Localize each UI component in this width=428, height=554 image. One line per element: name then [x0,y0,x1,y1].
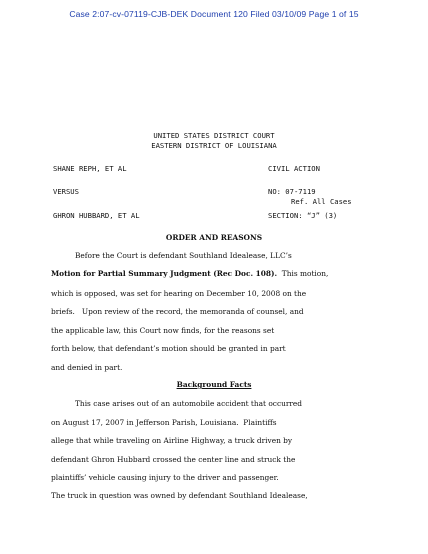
caption-versus: VERSUS [53,187,79,196]
caption-reference: Ref. All Cases [291,197,352,206]
paragraph-1-line: and denied in part. [51,363,123,372]
paragraph-2-line: on August 17, 2007 in Jefferson Parish, Louisiana. Plaintiffs [51,418,277,427]
paragraph-2-line: The truck in question was owned by defendant Southland Idealease, [51,491,308,500]
caption-plaintiff: SHANE REPH, ET AL [53,164,127,173]
paragraph-2-line: defendant Ghron Hubbard crossed the center line and struck the [51,455,296,464]
paragraph-1-line: the applicable law, this Court now finds, for the reasons set [51,326,275,335]
paragraph-1-line: Before the Court is defendant Southland Idealease, LLC’s [75,251,292,260]
paragraph-1-line: forth below, that defendant’s motion should be granted in part [51,344,286,353]
docket-header: Case 2:07-cv-07119-CJB-DEK Document 120 Filed 03/10/09 Page 1 of 15 [69,9,359,19]
paragraph-2-line: plaintiffs’ vehicle causing injury to the driver and passenger. [51,473,279,482]
paragraph-2-line: This case arises out of an automobile accident that occurred [75,399,303,408]
caption-section: SECTION: “J” (3) [268,211,338,220]
section-heading: Background Facts [176,380,252,389]
paragraph-1-line [51,269,328,278]
paragraph-1-text: This motion, [277,269,329,278]
paragraph-1-line: briefs. Upon review of the record, the memoranda of counsel, and [51,307,304,316]
court-district: EASTERN DISTRICT OF LOUISIANA [151,141,277,150]
paragraph-2-line: allege that while traveling on Airline Highway, a truck driven by [51,436,293,445]
paragraph-1-line: which is opposed, was set for hearing on December 10, 2008 on the [51,289,307,298]
motion-title: Motion for Partial Summary Judgment (Rec Doc. 108). [51,269,278,278]
document-title: ORDER AND REASONS [165,233,263,242]
caption-action: CIVIL ACTION [268,164,320,173]
caption-case-number: NO: 07-7119 [268,187,316,196]
court-name: UNITED STATES DISTRICT COURT [153,131,275,140]
caption-defendant: GHRON HUBBARD, ET AL [53,211,140,220]
